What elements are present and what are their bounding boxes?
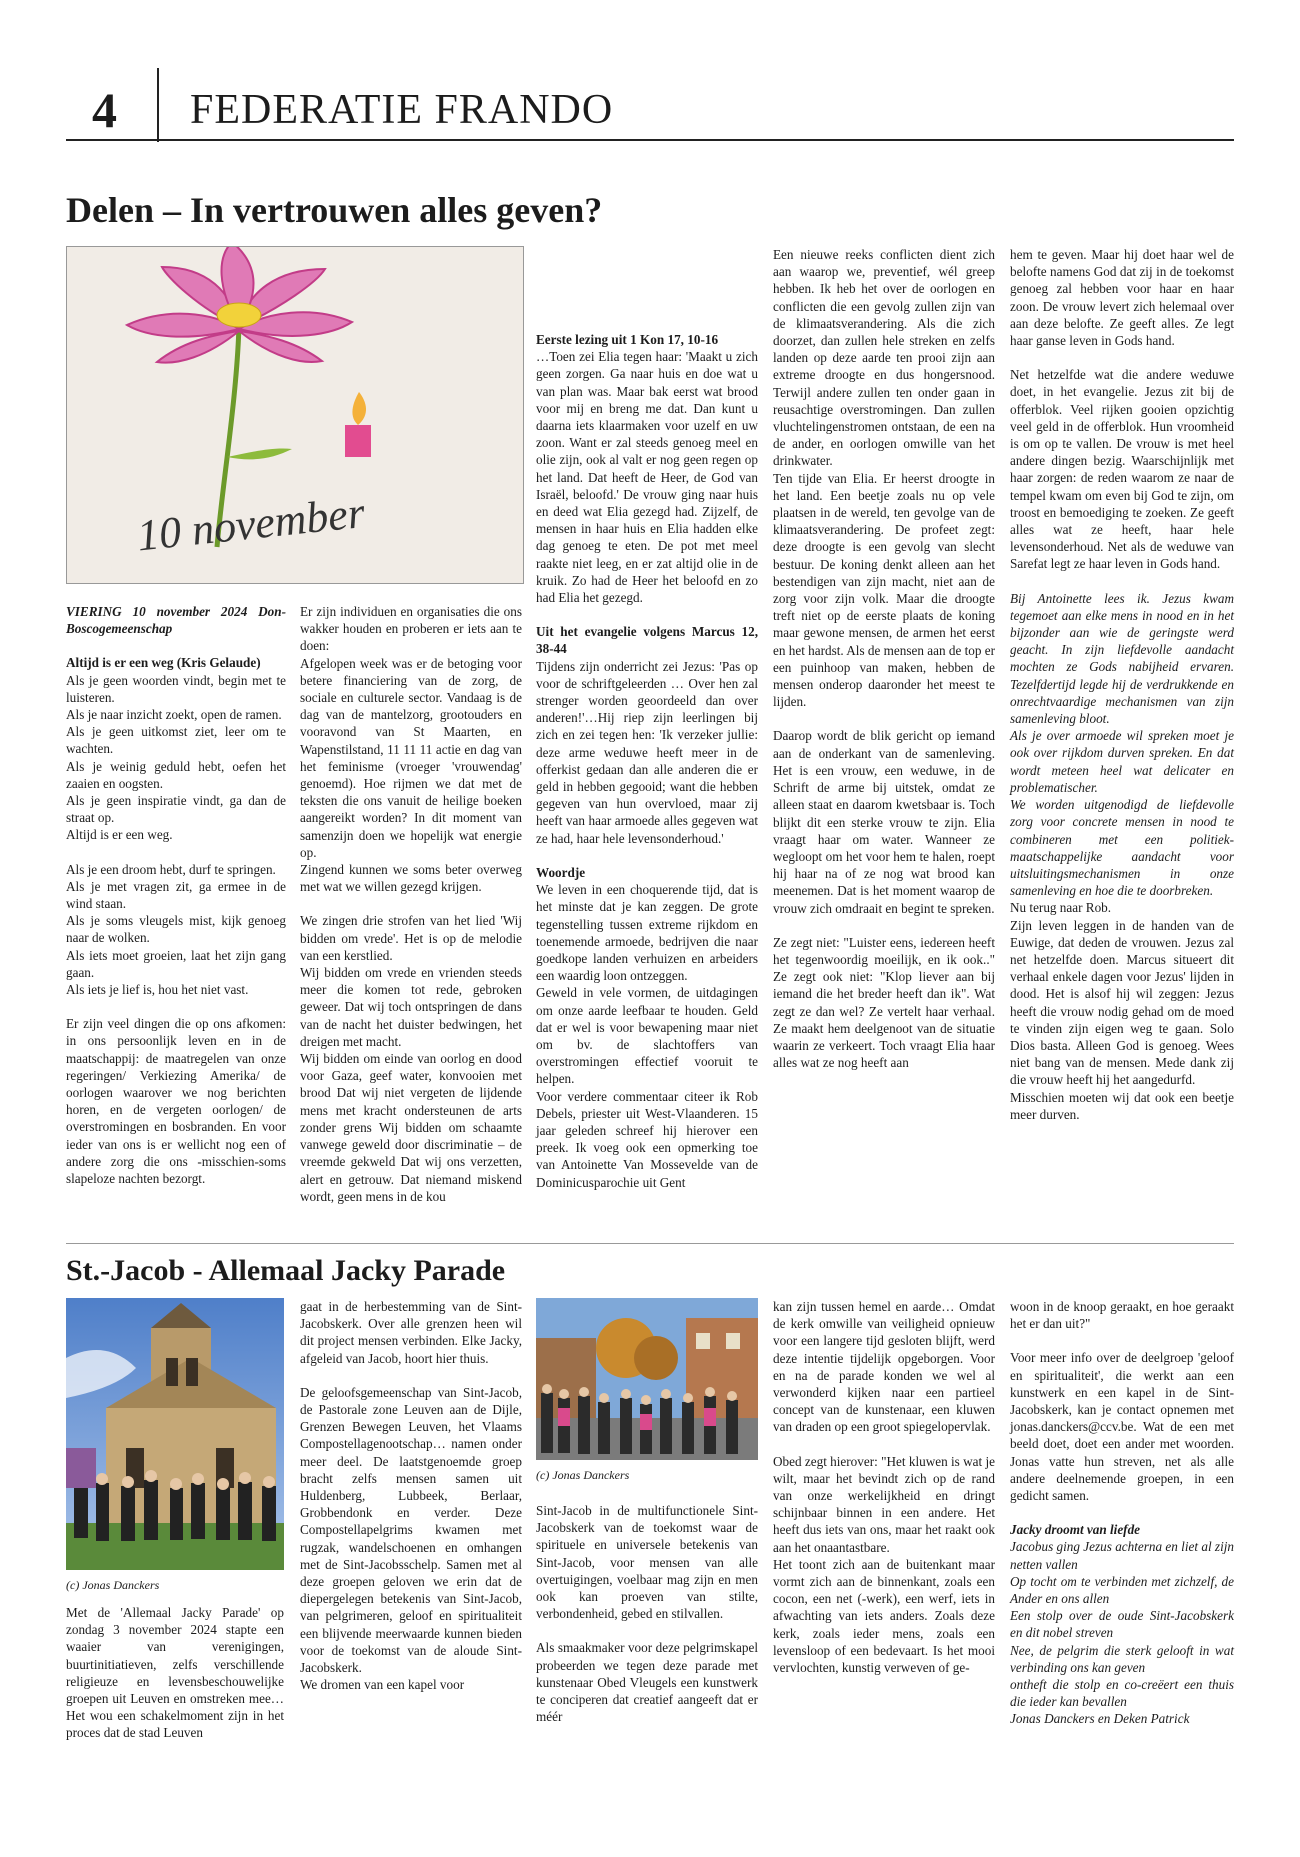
photo-caption: (c) Jonas Danckers <box>536 1468 630 1482</box>
poem-line: Als je weinig geduld hebt, oefen het zaaien en oogsten. <box>66 758 286 791</box>
paragraph: Een nieuwe reeks conflicten dient zich aan waarop we, preventief, wél greep hebben. Ik heb het over de oorlogen en conflicten die een gevolg zullen zijn van de klimaatsverandering. Als die zich doorzet, dan zullen hele streken en zelfs landen op deze aarde ten prooi zijn aan extreme droogte en dus hongersnood. Terwijl andere zullen ten onder gaan in reusachtige overstromingen. Dan zullen vluchtelingenstromen ontstaan, de een na de ander, en oorlogen omwille van het drinkwater. <box>773 247 995 469</box>
paragraph: …Toen zei Elia tegen haar: 'Maakt u zich geen zorgen. Ga naar huis en doe wat u van plan was. Maar bak eerst wat brood voor mij en breng me dat. Dan kunt u daarna iets klaarmaken voor uzelf en uw zoon. Want er zal steeds genoeg meel en olie zijn, ook al valt er nog geen regen op het land. Dat heeft de Heer, de God van Israël, beloofd.' De vrouw ging naar huis en deed wat Elia gezegd had. Zijzelf, de mensen in haar huis en Elia hadden elke dag genoeg te eten. De pot met meel raakte niet leeg, en er zat altijd olie in de kruik. Zo had de Heer het beloofd en zo had Elia het gezegd. <box>536 349 758 606</box>
header-rule <box>66 139 1234 141</box>
poem-line: Als iets moet groeien, laat het zijn gang gaan. <box>66 947 286 980</box>
paragraph: Sint-Jacob in de multifunctionele Sint-Jacobskerk van de toekomst waar de spirituele en universele betekenis van Sint-Jacob, voor mensen van alle overtuigingen, voelbaar mag zijn en men ook kan proeven van stilte, verbondenheid, gebed en stilvallen. <box>536 1503 758 1622</box>
quote-paragraph: Bij Antoinette lees ik. Jezus kwam tegemoet aan elke mens in nood en in het bijzonder aan wie de geringste werd geacht. In zijn liefdevolle aandacht mochten ze Gods nabijheid ervaren. Tezelfdertijd legde hij de verdrukkende en onrechtvaardige mechanismen van zijn samenleving bloot. <box>1010 590 1234 727</box>
poem-line: Als je geen uitkomst ziet, leer om te wachten. <box>66 724 286 757</box>
paragraph: Er zijn individuen en organisaties die ons wakker houden en proberen er iets aan te doen: <box>300 604 522 654</box>
subheading: Woordje <box>536 864 586 880</box>
song-verse: Wij bidden om einde van oorlog en dood voor Gaza, geef water, konvooien met brood Dat wij niet vergeten de lijdende mens met kracht ondersteunen de arts zonder grens Wij bidden om schaamte vanwege geweld door discriminatie – de vreemde gekweld Dat wij ons verzetten, alert en getrouw. Dat niemand miskend wordt, geen mens in de kou <box>300 1051 522 1204</box>
article-headline: Delen – In vertrouwen alles geven? <box>66 190 603 230</box>
article2-column-4 <box>773 1298 995 1676</box>
paragraph: Als smaakmaker voor deze pelgrimskapel probeerden we tegen deze parade met kunstenaar Obed Vleugels een kunstwerk te conciperen dat creatief aangeeft dat er méér <box>536 1640 758 1725</box>
poem-line: Jacobus ging Jezus achterna en liet al zijn netten vallen <box>1010 1539 1234 1572</box>
paragraph: woon in de knoop geraakt, en hoe geraakt het er dan uit?" <box>1010 1299 1234 1332</box>
lotus-icon <box>67 247 523 583</box>
poem-line: Als je een droom hebt, durf te springen. <box>66 861 276 877</box>
paragraph: hem te geven. Maar hij doet haar wel de belofte namens God dat zij in de toekomst genoeg zal hebben voor haar en haar zoon. De vrouw levert zich helemaal over aan deze belofte. Ze geeft alles. Ze legt haar ganse leven in Gods hand. <box>1010 247 1234 349</box>
church-photo <box>66 1298 284 1570</box>
article2-column-5 <box>1010 1298 1234 1728</box>
poem-line: Als je met vragen zit, ga ermee in de wind staan. <box>66 878 286 912</box>
page-number: 4 <box>92 82 117 138</box>
paragraph: We leven in een choquerende tijd, dat is het minste dat je kan zeggen. De grote tegenstelling tussen extreme rijkdom en toenemende armoede, bedrijven die naar goedkope landen verhuizen en arbeiders een waardig loon ontzeggen. <box>536 882 758 984</box>
paragraph: Er zijn veel dingen die op ons afkomen: in ons persoonlijk leven en in de maatschappij: de maatregelen van onze regeringen/ Verkiezing Amerika/ de oorlogen waarover we nog berichten horen, en de vergeten oorlogen/ de overstromingen en bosbranden. En voor ieder van ons is er wellicht nog een of andere zorg die ons -misschien-soms slapeloze nachten bezorgt. <box>66 1016 286 1187</box>
article1-column-1 <box>66 603 286 1187</box>
article1-column-3 <box>536 246 758 1191</box>
paragraph: Ze zegt niet: "Luister eens, iedereen heeft het tegenwoordig moeilijk, en ik ook.." Ze zegt ook niet: "Klop liever aan bij iemand die het breder heeft dan ik". Wat zegt ze dan wel? Ze vertelt haar verhaal. Ze maakt hem deelgenoot van de situatie waarin ze verkeert. Toch vraagt Elia haar alles wat ze nog heeft aan <box>773 934 995 1071</box>
poem-line: Als iets je lief is, hou het niet vast. <box>66 982 249 998</box>
paragraph: We zingen drie strofen van het lied 'Wij bidden om vrede'. Het is op de melodie van een kerstlied. <box>300 913 522 963</box>
paragraph: Voor meer info over de deelgroep 'geloof en spiritualiteit', die werkt aan een kunstwerk en een kapel in de Sint-Jacobskerk, kan je contact opnemen met jonas.danckers@ccv.be. Wat de een met beeld doet, doet een ander met woorden. Jonas vatte hun streven, net als alle andere deelnemende groepen, in een gedicht samen. <box>1010 1350 1234 1504</box>
article1-column-4 <box>773 246 995 1071</box>
article2-column-2 <box>300 1298 522 1693</box>
service-info: VIERING 10 november 2024 Don-Boscogemeenschap <box>66 604 286 637</box>
paragraph: Het toont zich aan de buitenkant maar vormt zich aan de binnenkant, zoals een cocon, een net (-werk), een werf, iets in afwachting van iets anders. Zoals deze kerk, zoals ieder mens, zoals een levensloop of een bedevaart. Is het mooi vervlochten, kunstig verweven of ge- <box>773 1556 995 1676</box>
poem-line: Altijd is er een weg. <box>66 827 173 843</box>
section-title: FEDERATIE FRANDO <box>190 87 614 133</box>
poem-line: Als je geen inspiratie vindt, ga dan de straat op. <box>66 793 286 826</box>
quote-paragraph: We worden uitgenodigd de liefdevolle zorg voor concrete mensen in nood te combineren met een politiek-maatschappelijke aandacht voor uitsluitingsmechanismen in onze samenleving en hoe die te doorbreken. <box>1010 797 1234 899</box>
paragraph: Net hetzelfde wat die andere weduwe doet, in het evangelie. Jezus zit bij de offerblok. Veel rijken gooien opzichtig veel geld in de offerblok. Hun vroomheid is om op te vallen. De vrouw is met heel andere dingen bezig. Waarschijnlijk met haar zorgen: de reden waarom ze naar de tempel kwam om even bij God te zijn, om troost en bemoediging te zoeken. Ze geeft alles wat ze heeft, haar hele levensonderhoud. Net als de weduwe van Sarefat legt ze haar leven in Gods hand. <box>1010 367 1234 572</box>
poem-line: Nee, de pelgrim die sterk gelooft in wat verbinding ons kan geven <box>1010 1642 1234 1675</box>
parade-photo <box>536 1298 758 1460</box>
article1-column-5 <box>1010 246 1234 1123</box>
paragraph: Geweld in vele vormen, de uitdagingen om onze aarde leefbaar te houden. Geld dat er wel is voor bewapening maar niet om bv. de slachtoffers van overstromingen effectief vooruit te helpen. <box>536 985 758 1087</box>
article2-column-1 <box>66 1604 284 1742</box>
song-verse: Wij bidden om vrede en vrienden steeds meer die komen tot rede, gebroken geweer. Dat wij toch ontspringen de dans van de nacht het duister bedwingen, het dreigen met macht. <box>300 965 522 1049</box>
paragraph: gaat in de herbestemming van de Sint-Jacobskerk. Over alle grenzen heen wil dit project mensen verbinden. Elke Jacky, afgeleid van Jacob, hoort hier thuis. <box>300 1299 522 1366</box>
poem-line: Als je naar inzicht zoekt, open de ramen. <box>66 707 282 723</box>
poem-line: Op tocht om te verbinden met zichzelf, de Ander en ons allen <box>1010 1573 1234 1607</box>
reading-heading: Uit het evangelie volgens Marcus 12, 38-44 <box>536 624 758 657</box>
poem-line: ontheft die stolp en co-creëert een thuis die ieder kan bevallen <box>1010 1677 1234 1710</box>
paragraph: Met de 'Allemaal Jacky Parade' op zondag 3 november 2024 stapte een waaier van verenigingen, buurtinitiatieven, zelfs verschillende religieuze en levensbeschouwelijke groepen uit Leuven en omstreken mee… Het wou een schakelmoment zijn in het proces dat de stad Leuven <box>66 1605 284 1741</box>
paragraph: Voor verdere commentaar citeer ik Rob Debels, priester uit West-Vlaanderen. 15 jaar geleden schreef hij hierover een preek. Ik voeg ook een opmerking toe van Antoinette Van Mossevelde van de Dominicusparochie uit Gent <box>536 1088 758 1190</box>
paragraph: Daarop wordt de blik gericht op iemand aan de onderkant van de samenleving. Het is een vrouw, een weduwe, in de Schrift de arme bij uitstek, omdat ze alleen staat en daarom kwetsbaar is. Toch blijkt dit een sterke vrouw te zijn. Elia vraagt haar om water. Wanneer ze wegloopt om het voor hem te halen, roept hij haar na of ze nog wat brood kan meenemen. Dat is het moment waarop de vrouw zich omdraait en begint te spreken. <box>773 728 995 916</box>
poem-line: Als je soms vleugels mist, kijk genoeg naar de wolken. <box>66 913 286 946</box>
paragraph: Zingend kunnen we soms beter overweg met wat we willen gezegd krijgen. <box>300 862 522 895</box>
quote-paragraph: Als je over armoede wil spreken moet je ook over rijkdom durven spreken. En dat wordt meteen heel wat delicater en problematischer. <box>1010 728 1234 795</box>
poem-title: Jacky droomt van liefde <box>1010 1522 1141 1538</box>
paragraph: Afgelopen week was er de betoging voor betere financiering van de zorg, de sociale en culturele sector. Vandaag is de dag van de mantelzorg, grootouders en vooravond van St Maarten, en Wapenstilstand, 11 11 11 actie en dag van het feminisme (vroeger 'vrouwendag' genoemd). Hoe rijmen we dat met de teksten die ons vanuit de heilige boeken aangereikt worden? In dit moment van samenzijn doen we hopelijk wat energie op. <box>300 655 522 860</box>
lotus-date-label: 10 november <box>134 487 368 561</box>
reading-heading: Eerste lezing uit 1 Kon 17, 10-16 <box>536 332 719 347</box>
article-headline: St.-Jacob - Allemaal Jacky Parade <box>66 1254 506 1287</box>
paragraph: kan zijn tussen hemel en aarde… Omdat de kerk omwille van veiligheid opnieuw voor een langere tijd gesloten blijft, werd deze intentie tijdelijk opgeborgen. Voor en na de parade konden we wel al verwonderd kijken naar een partieel concept van de kunstenaar, een kluwen van draden op een groot spiegelopervlak. <box>773 1299 995 1435</box>
article-divider <box>66 1243 1234 1244</box>
paragraph: De geloofsgemeenschap van Sint-Jacob, de Pastorale zone Leuven aan de Dijle, Grenzen Bewegen Leuven, het Vlaams Compostellagenootschap… namen onder meer deel. De laatstgenoemde groep bracht zelfs mensen samen uit Huldenberg, Lubbeek, Berlaar, Grobbendonk en verder. Deze Compostellapelgrims kwamen met rugzak, wandelschoenen en omhangen met de Sint-Jacobsschelp. Samen met al deze groepen geloven we erin dat de diepergelegen betekenis van Sint-Jacob, van pelgrimeren, geloof en spiritualiteit een blijvende meerwaarde kunnen bieden voor de toekomst van de aloude Sint-Jacobskerk. <box>300 1384 522 1676</box>
article2-column-3 <box>536 1502 758 1725</box>
article1-column-2 <box>300 603 522 1205</box>
photo-caption: (c) Jonas Danckers <box>66 1578 160 1592</box>
paragraph: Tijdens zijn onderricht zei Jezus: 'Pas op voor de schriftgeleerden … Over hen zal strenger worden geoordeeld dan over anderen!'…Hij riep zijn leerlingen bij zich en zei tegen hen: 'Ik verzeker jullie: deze arme weduwe heeft meer in de offerkist gedaan dan alle anderen die er geld in hebben gegooid; want die hebben gegeven van hun overvloed, maar zij heeft van haar armoede alles gegeven wat ze had, haar hele levensonderhoud.' <box>536 658 758 846</box>
poem-title: Altijd is er een weg (Kris Gelaude) <box>66 655 261 671</box>
poem-line: Als je geen woorden vindt, begin met te luisteren. <box>66 672 286 705</box>
poem-author: Jonas Danckers en Deken Patrick <box>1010 1711 1190 1727</box>
paragraph: Zijn leven leggen in de handen van de Euwige, dat deden de vrouwen. Jezus zal net hetzelfde doen. Marcus situeert dit verhaal enkele dagen voor Jezus' lijden in dood. Het is alsof hij wil zeggen: Jezus heeft die vrouw nodig gehad om de moed te vinden zijn eigen weg te gaan. Solo Dios basta. Alleen God is genoeg. Wees niet bang van de mensen. Mede dank zij die vrouw heeft hij het aangedurfd. <box>1010 917 1234 1088</box>
paragraph: Nu terug naar Rob. <box>1010 900 1112 916</box>
paragraph: Ten tijde van Elia. Er heerst droogte in het land. Een beetje zoals nu op vele plaatsen in de wereld, ten gevolge van de klimaatsverandering. De profeet zegt: deze droogte is een gevolg van slecht bestuur. De koning denkt alleen aan het bestendigen van zijn macht, niet aan de zorg voor zijn volk. Maar die droogte treft niet op de eerste plaats de koning maar gewone mensen, de armen het eerst en het hardst. Als de mensen aan de top er een puinhoop van maken, hebben de mensen onderop daaronder het meest te lijden. <box>773 470 995 710</box>
lotus-drawing <box>66 246 524 584</box>
header-divider <box>157 68 159 142</box>
paragraph: We dromen van een kapel voor <box>300 1677 465 1693</box>
paragraph: Obed zegt hierover: "Het kluwen is wat je wilt, maar het bevindt zich op de rand van onze werkelijkheid en dringt schijnbaar binnen in een andere. Het heeft dus iets van ons, maar het raakt ook aan het onaantastbare. <box>773 1453 995 1555</box>
paragraph: Misschien moeten wij dat ook een beetje meer durven. <box>1010 1089 1234 1122</box>
spacer <box>536 246 758 331</box>
poem-line: Een stolp over de oude Sint-Jacobskerk en dit nobel streven <box>1010 1608 1234 1641</box>
